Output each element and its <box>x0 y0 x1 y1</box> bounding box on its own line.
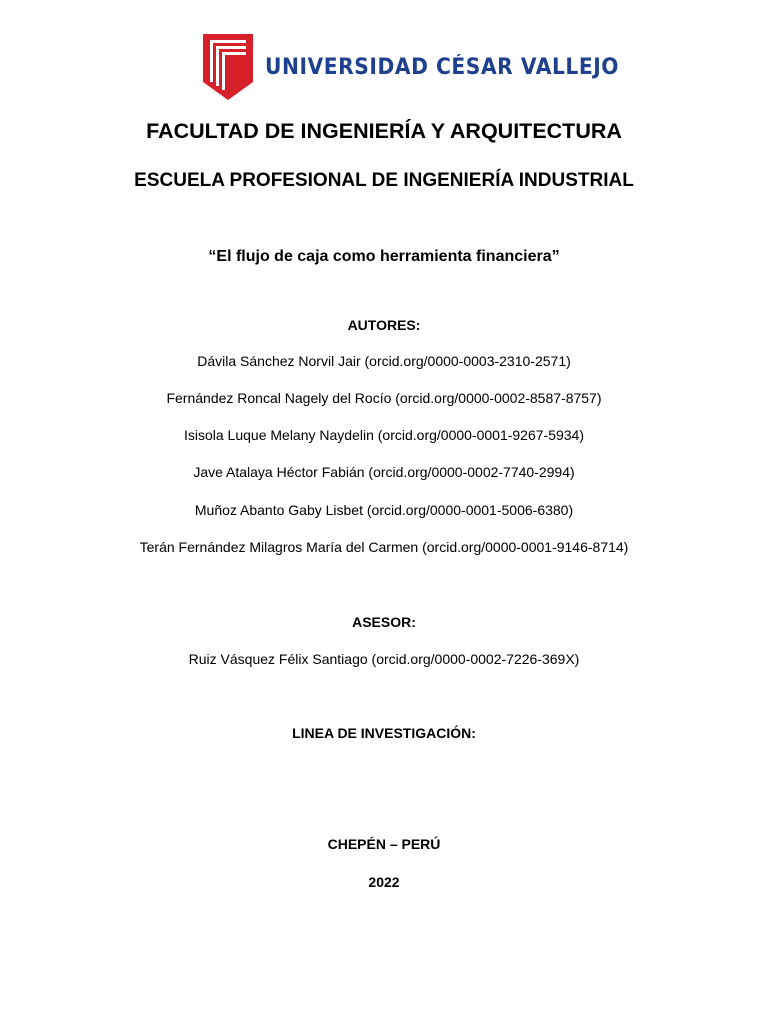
location: CHEPÉN – PERÚ <box>327 836 441 852</box>
faculty-heading: FACULTAD DE INGENIERÍA Y ARQUITECTURA <box>146 119 622 143</box>
thesis-title: “El flujo de caja como herramienta financiera” <box>208 248 560 265</box>
year: 2022 <box>368 874 400 890</box>
author-line: Muñoz Abanto Gaby Lisbet (orcid.org/0000-0001-5006-6380) <box>194 502 574 518</box>
advisor-name: Ruiz Vásquez Félix Santiago (orcid.org/0000-0002-7226-369X) <box>188 651 580 667</box>
author-line: Isisola Luque Melany Naydelin (orcid.org/0000-0001-9267-5934) <box>183 427 585 443</box>
author-line: Jave Atalaya Héctor Fabián (orcid.org/0000-0002-7740-2994) <box>193 464 575 480</box>
university-logo <box>203 34 650 100</box>
university-shield-icon <box>203 34 253 100</box>
author-line: Terán Fernández Milagros María del Carmen (orcid.org/0000-0001-9146-8714) <box>139 539 629 555</box>
author-line: Dávila Sánchez Norvil Jair (orcid.org/0000-0003-2310-2571) <box>197 353 571 369</box>
authors-label: AUTORES: <box>347 317 421 333</box>
advisor-label: ASESOR: <box>352 614 416 630</box>
university-name: UNIVERSIDAD CÉSAR VALLEJO <box>265 54 620 80</box>
school-heading: ESCUELA PROFESIONAL DE INGENIERÍA INDUSTRIAL <box>134 170 634 191</box>
author-line: Fernández Roncal Nagely del Rocío (orcid.org/0000-0002-8587-8757) <box>166 390 602 406</box>
research-line-label: LINEA DE INVESTIGACIÓN: <box>292 725 476 741</box>
